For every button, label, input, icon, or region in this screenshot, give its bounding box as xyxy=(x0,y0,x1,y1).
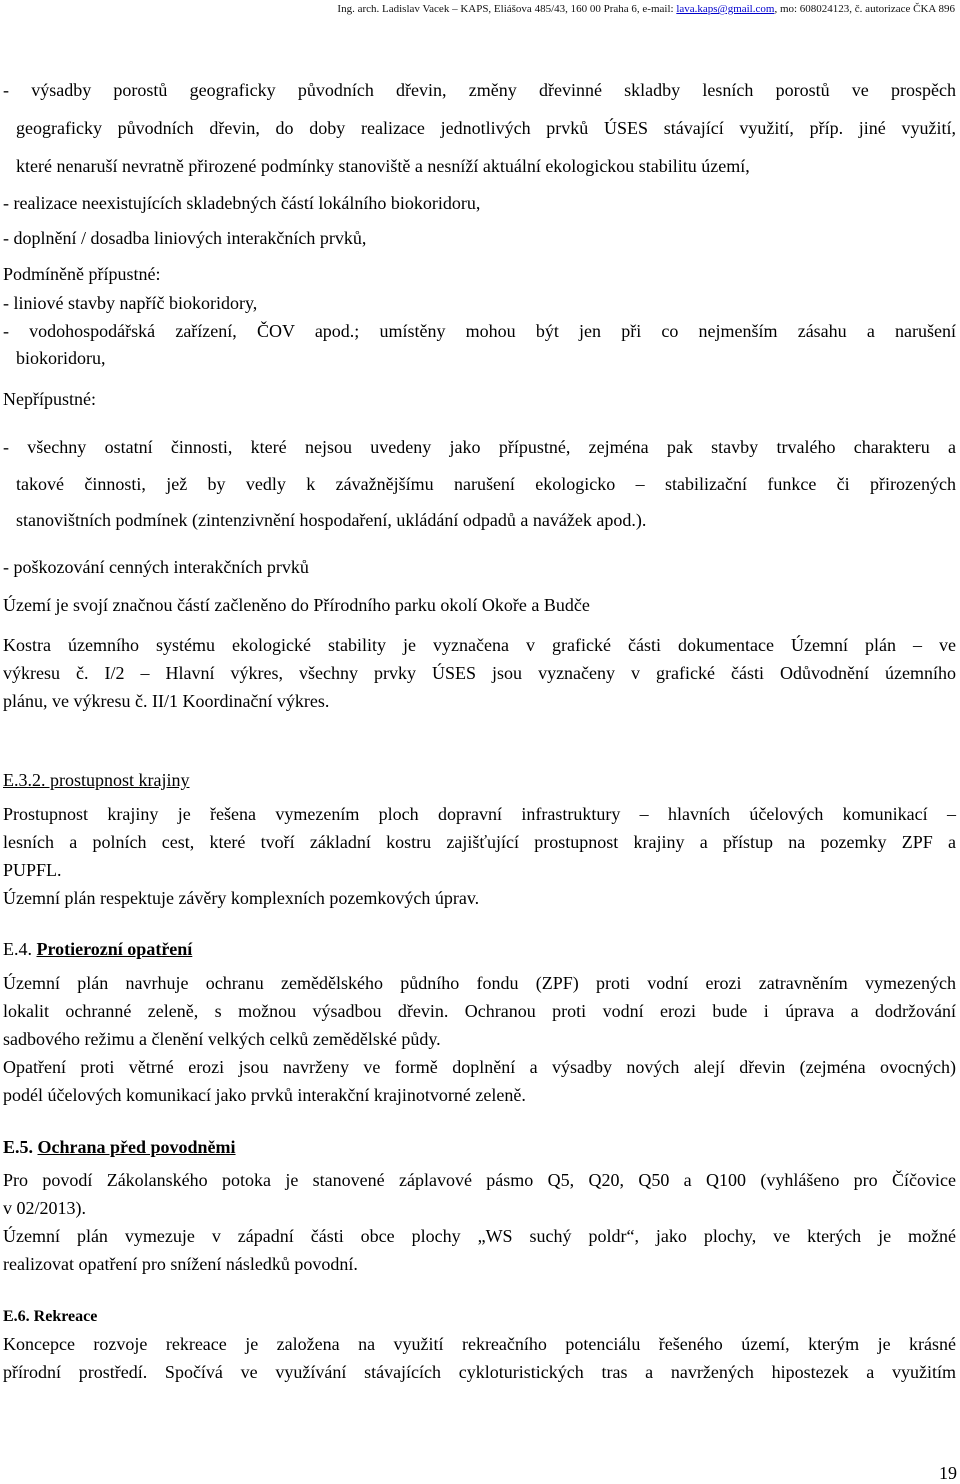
section-label: Nepřípustné: xyxy=(3,389,96,409)
text-line: které nenaruší nevratně přirozené podmínky stanoviště a nesníží aktuální ekologickou stabilitu území, xyxy=(16,156,750,176)
text-line: - všechny ostatní činnosti, které nejsou uvedeny jako přípustné, zejména pak stavby trvalého charakteru a xyxy=(3,437,956,457)
text-line: - realizace neexistujících skladebných částí lokálního biokoridoru, xyxy=(3,193,481,213)
section-number: E.5. xyxy=(3,1137,38,1157)
text-line: - výsadby porostů geograficky původních dřevin, změny dřevinné skladby lesních porostů ve prospěch xyxy=(3,80,956,100)
text-line: Pro povodí Zákolanského potoka je stanovené záplavové pásmo Q5, Q20, Q50 a Q100 (vyhlášeno pro Číčovice xyxy=(3,1170,956,1190)
section-number: E.6. xyxy=(3,1308,34,1325)
header-contact: , mo: 608024123, č. autorizace ČKA 896 xyxy=(774,3,955,15)
text-line: přírodní prostředí. Spočívá ve využívání stávajících cykloturistických tras a navržených hipostezek a využitím xyxy=(3,1362,956,1382)
text-line: Kostra územního systému ekologické stability je vyznačena v grafické části dokumentace Územní plán – ve xyxy=(3,635,956,655)
text-line: Územní plán navrhuje ochranu zemědělského půdního fondu (ZPF) proti vodní erozi zatravněním vymezených xyxy=(3,973,956,993)
text-line: - vodohospodářská zařízení, ČOV apod.; umístěny mohou být jen při co nejmenším zásahu a narušení xyxy=(3,321,956,341)
section-heading xyxy=(3,1306,956,1328)
text-line: PUPFL. xyxy=(3,860,62,880)
text-line: Územní plán respektuje závěry komplexních pozemkových úprav. xyxy=(3,888,480,908)
text-line: sadbového režimu a členění velkých celků zemědělské půdy. xyxy=(3,1029,441,1049)
text-line: Koncepce rozvoje rekreace je založena na využití rekreačního potenciálu řešeného území, kterým je krásné xyxy=(3,1334,956,1354)
page-number: 19 xyxy=(939,1463,957,1483)
text-line: stanovištních podmínek (zintenzivnění hospodaření, ukládání odpadů a navážek apod.). xyxy=(16,510,647,530)
text-line: biokoridoru, xyxy=(16,348,106,368)
text-line: v 02/2013). xyxy=(3,1198,86,1218)
text-line: realizovat opatření pro snížení následků povodní. xyxy=(3,1254,358,1274)
text-line: podél účelových komunikací jako prvků interakční krajinotvorné zeleně. xyxy=(3,1085,526,1105)
text-line: výkresu č. I/2 – Hlavní výkres, všechny prvky ÚSES jsou vyznačeny v grafické části Odůvodnění územního xyxy=(3,663,956,683)
section-heading: E.3.2. prostupnost krajiny xyxy=(3,770,190,790)
text-line: Opatření proti větrné erozi jsou navrženy ve formě doplnění a výsadby nových alejí dřevin (zejména ovocných) xyxy=(3,1057,956,1077)
section-heading xyxy=(3,1136,956,1158)
section-heading xyxy=(3,938,956,960)
section-title: Protierozní opatření xyxy=(36,939,193,959)
text-line: Územní plán vymezuje v západní části obce plochy „WS suchý poldr“, jako plochy, ve kterých je možné xyxy=(3,1226,956,1246)
text-line: geograficky původních dřevin, do doby realizace jednotlivých prvků ÚSES stávající využití, příp. jiné využití, xyxy=(16,118,956,138)
section-title: Rekreace xyxy=(33,1308,98,1325)
text-line: Území je svojí značnou částí začleněno do Přírodního parku okolí Okoře a Budče xyxy=(3,595,590,615)
page-header xyxy=(0,3,955,15)
text-line: Prostupnost krajiny je řešena vymezením ploch dopravní infrastruktury – hlavních účelových komunikací – xyxy=(3,804,956,824)
text-line: lokalit ochranné zeleně, s možnou výsadbou dřevin. Ochranou proti vodní erozi bude i úprava a dodržování xyxy=(3,1001,956,1021)
text-line: plánu, ve výkresu č. II/1 Koordinační výkres. xyxy=(3,691,330,711)
section-title: Ochrana před povodněmi xyxy=(37,1137,236,1157)
text-line: takové činnosti, jež by vedly k závažnějšímu narušení ekologicko – stabilizační funkce či přirozených xyxy=(16,474,956,494)
text-line: - doplnění / dosadba liniových interakčních prvků, xyxy=(3,228,367,248)
text-line: - poškozování cenných interakčních prvků xyxy=(3,557,309,577)
section-label: Podmíněně přípustné: xyxy=(3,264,161,284)
text-line: lesních a polních cest, které tvoří základní kostru zajišťující prostupnost krajiny a přístup na pozemky ZPF a xyxy=(3,832,956,852)
section-number: E.4. xyxy=(3,939,37,959)
email-link[interactable]: lava.kaps@gmail.com xyxy=(676,3,775,15)
header-text: Ing. arch. Ladislav Vacek – KAPS, Eliášova 485/43, 160 00 Praha 6, e-mail: xyxy=(337,3,677,15)
text-line: - liniové stavby napříč biokoridory, xyxy=(3,293,258,313)
